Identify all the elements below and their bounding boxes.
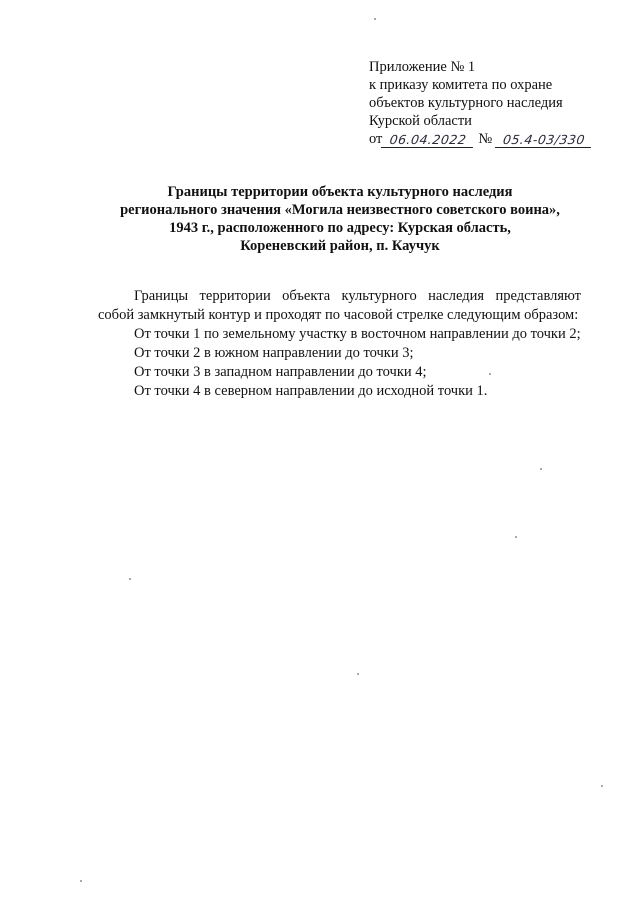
title-line-1: Границы территории объекта культурного наследия <box>167 184 513 200</box>
boundary-point-3: От точки 3 в западном направлении до точки 4; <box>134 364 427 380</box>
scan-speck <box>129 578 131 580</box>
title-line-2: регионального значения «Могила неизвестного советского воина», <box>120 202 560 218</box>
appendix-region: Курской области <box>369 113 472 129</box>
title-line-3: 1943 г., расположенного по адресу: Курская область, <box>169 220 511 236</box>
order-date-number-line <box>369 130 629 148</box>
intro-paragraph: Границы территории объекта культурного наследия представляют собой замкнутый контур и проходят по часовой стрелке следующим образом: <box>98 288 581 323</box>
appendix-committee: объектов культурного наследия <box>369 95 563 111</box>
scan-speck <box>540 468 542 470</box>
order-date-handwritten: 06.04.2022 <box>381 132 475 148</box>
scan-speck <box>80 880 82 882</box>
document-body <box>98 287 581 401</box>
title-line-4: Кореневский район, п. Каучук <box>240 238 440 254</box>
scan-speck <box>489 373 491 375</box>
scan-speck <box>357 673 359 675</box>
order-number-handwritten: 05.4-03/330 <box>495 132 593 148</box>
boundary-point-4: От точки 4 в северном направлении до исходной точки 1. <box>134 383 488 399</box>
scan-speck <box>601 785 603 787</box>
appendix-order-ref: к приказу комитета по охране <box>369 77 553 93</box>
appendix-header <box>369 58 629 148</box>
document-title <box>60 183 620 255</box>
order-number-sign: № <box>478 131 493 147</box>
boundary-point-1: От точки 1 по земельному участку в восточном направлении до точки 2; <box>134 326 581 342</box>
order-from-prefix: от <box>369 131 383 147</box>
scan-speck <box>374 18 376 20</box>
boundary-point-2: От точки 2 в южном направлении до точки 3; <box>134 345 414 361</box>
appendix-number: Приложение № 1 <box>369 59 476 75</box>
scan-speck <box>515 536 517 538</box>
